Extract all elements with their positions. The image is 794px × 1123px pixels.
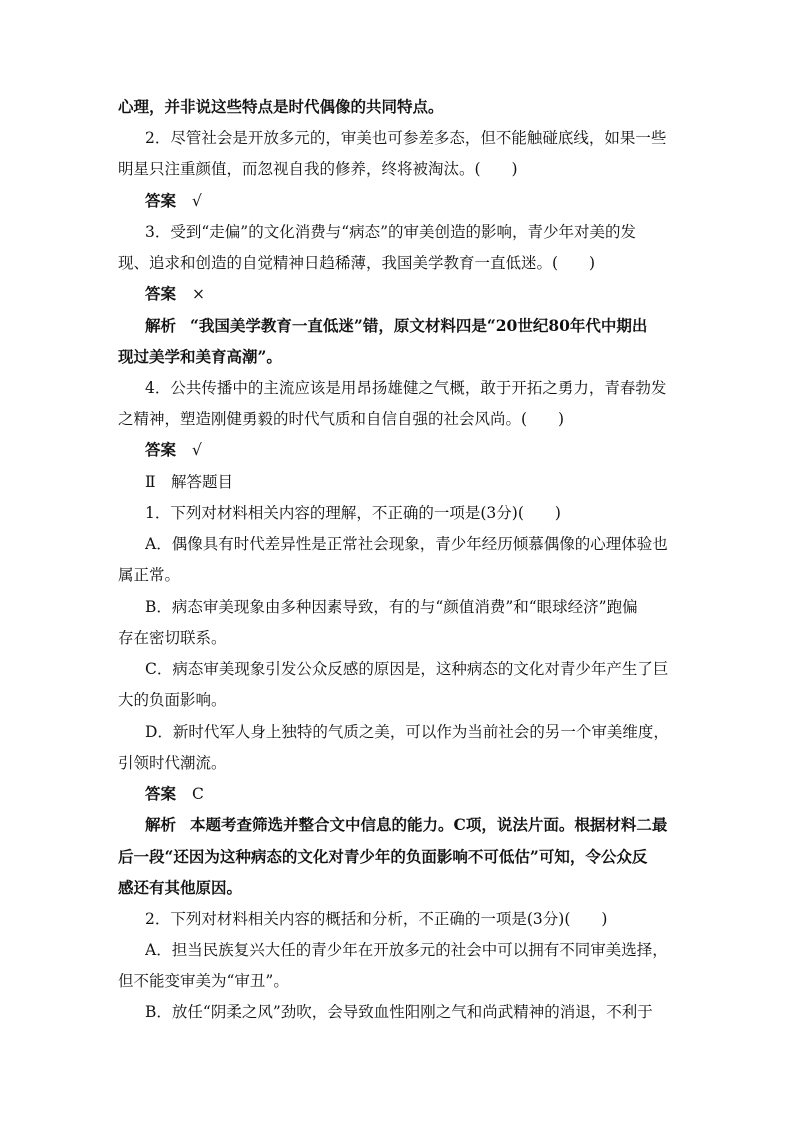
option-d-line: D．新时代军人身上独特的气质之美，可以作为当前社会的另一个审美维度， [145,723,669,741]
answer-label: 答案 [145,784,177,803]
answer-label: 答案 [145,191,177,210]
answer-value: C [192,785,204,803]
question-3-line: 3．受到“走偏”的文化消费与“病态”的审美创造的影响，青少年对美的发 [145,223,637,241]
question-2-line: 2．尽管社会是开放多元的，审美也可参差多态，但不能触碰底线，如果一些 [145,129,667,147]
analysis-text: “我国美学教育一直低迷”错，原文材料四是“20世纪80年代中期出 [190,316,648,335]
question-2-stem: 2．下列对材料相关内容的概括和分析，不正确的一项是(3分)( ) [145,910,608,928]
analysis-label: 解析 [145,815,177,834]
answer-value: × [192,285,206,303]
answer-line [145,186,690,216]
option-c-line: 大的负面影响。 [118,691,227,709]
answer-label: 答案 [145,440,177,459]
option-a-line: A．担当民族复兴大任的青少年在开放多元的社会中可以拥有不同审美选择， [145,941,668,959]
option-a-line: 但不能变审美为“审丑”。 [118,972,289,990]
answer-value: √ [192,441,202,459]
option-b-line: B．病态审美现象由多种因素导致，有的与“颜值消费”和“眼球经济”跑偏 [145,598,638,616]
answer-value: √ [192,192,202,210]
paragraph-line: 心理，并非说这些特点是时代偶像的共同特点。 [118,97,444,116]
section-heading: Ⅱ 解答题目 [145,473,234,491]
analysis-line [145,810,690,840]
analysis-line: 后一段“还因为这种病态的文化对青少年的负面影响不可低估”可知，令公众反 [118,847,648,866]
option-d-line: 引领时代潮流。 [118,754,227,772]
analysis-line [145,311,690,341]
option-a-line: 属正常。 [118,566,181,584]
analysis-text: 本题考查筛选并整合文中信息的能力。C项，说法片面。根据材料二最 [190,815,668,834]
analysis-label: 解析 [145,316,177,335]
analysis-line: 现过美学和美育高潮”。 [118,347,282,366]
question-1-stem: 1．下列对材料相关内容的理解，不正确的一项是(3分)( ) [145,504,561,522]
question-4-line: 4．公共传播中的主流应该是用昂扬雄健之气概，敢于开拓之勇力，青春勃发 [145,379,667,397]
answer-line [145,779,690,809]
option-b-line: 存在密切联系。 [118,629,227,647]
question-2-line: 明星只注重颜值，而忽视自我的修养，终将被淘汰。( ) [118,160,518,178]
option-a-line: A．偶像具有时代差异性是正常社会现象，青少年经历倾慕偶像的心理体验也 [145,535,668,553]
analysis-line: 感还有其他原因。 [118,878,243,897]
answer-label: 答案 [145,284,177,303]
option-c-line: C．病态审美现象引发公众反感的原因是，这种病态的文化对青少年产生了巨 [145,660,669,678]
question-4-line: 之精神，塑造刚健勇毅的时代气质和自信自强的社会风尚。( ) [118,410,565,428]
option-b-line: B．放任“阴柔之风”劲吹，会导致血性阳刚之气和尚武精神的消退，不利于 [145,1003,653,1021]
answer-line [145,435,690,465]
answer-line [145,279,690,309]
question-3-line: 现、追求和创造的自觉精神日趋稀薄，我国美学教育一直低迷。( ) [118,254,596,272]
